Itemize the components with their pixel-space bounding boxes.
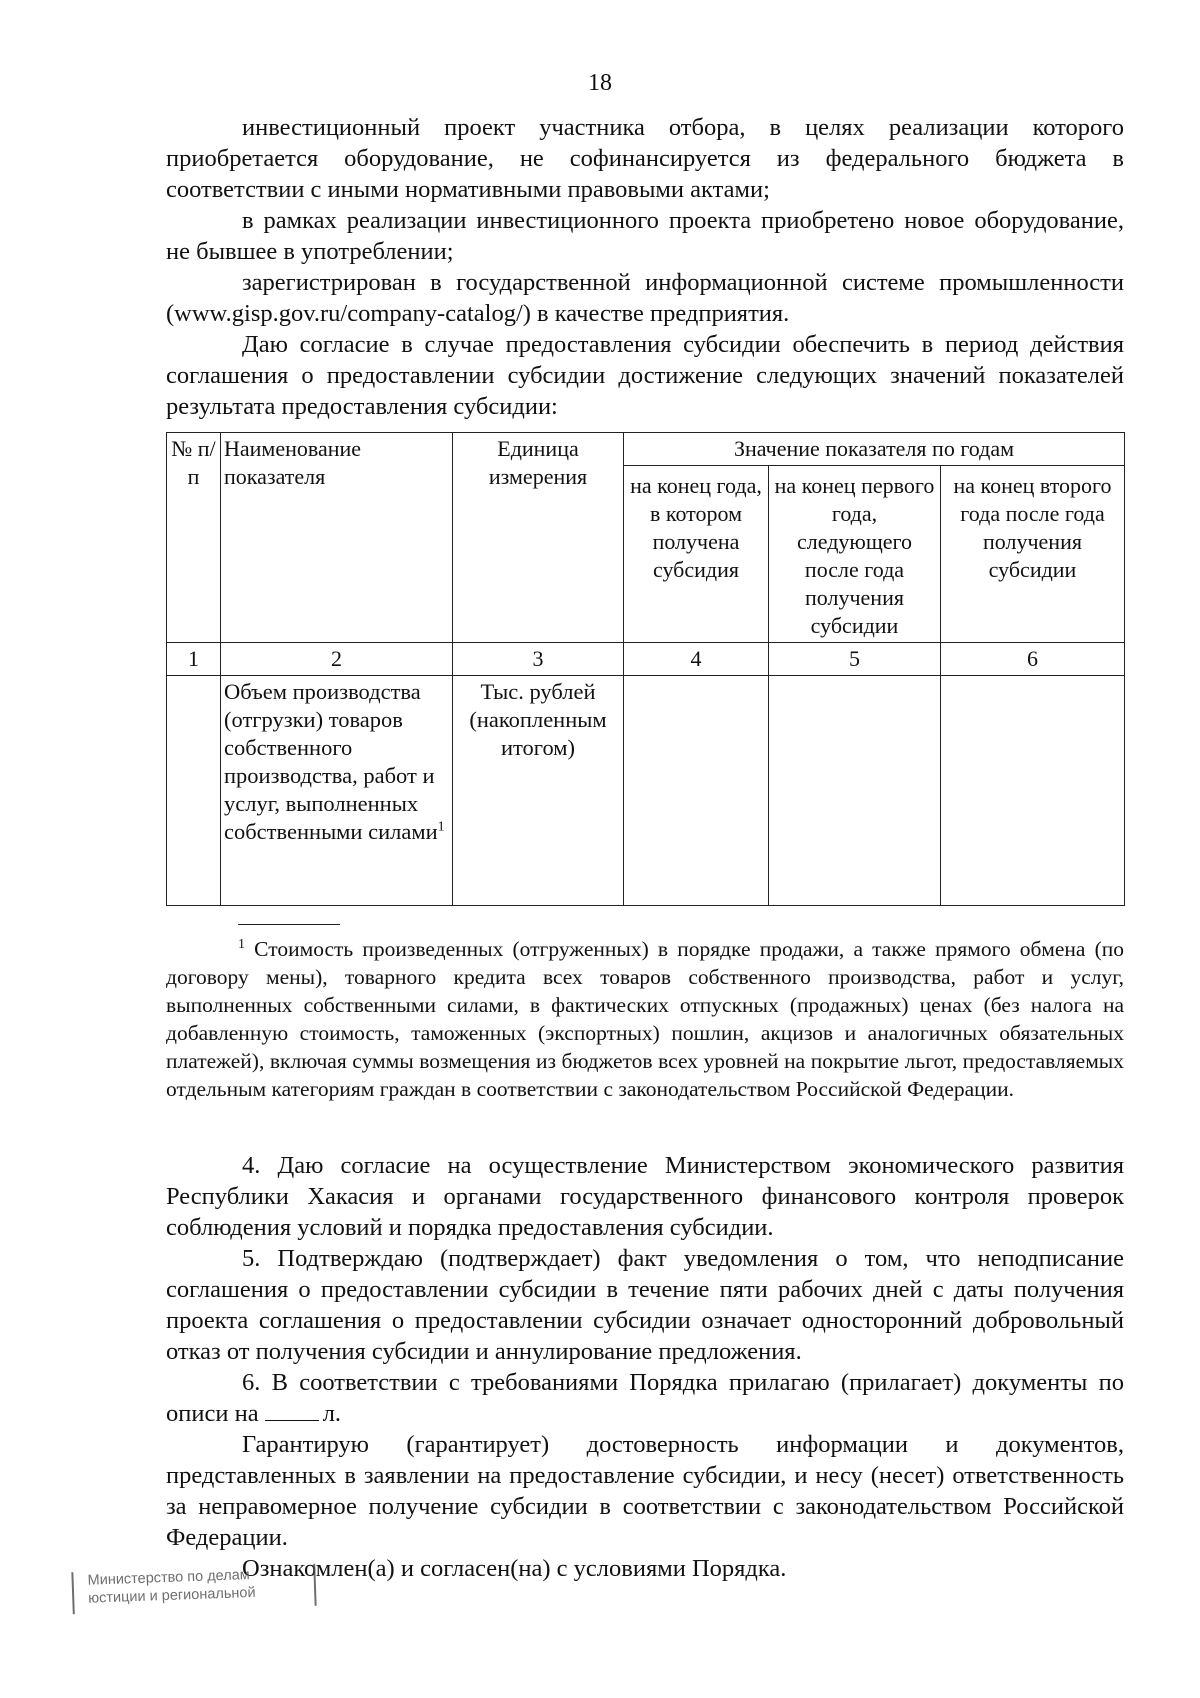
header-year-2: на конец второго года после года получения субсидии [941, 466, 1125, 643]
row-value-year-0 [624, 676, 769, 906]
stamp-line-1: Министерство по делам [87, 1567, 250, 1589]
acknowledgement-paragraph: Ознакомлен(а) и согласен(на) с условиями Порядка. [242, 1555, 787, 1582]
header-num: № п/п [167, 433, 221, 643]
table-header-row [167, 433, 1125, 466]
condition-cofinancing: инвестиционный проект участника отбора, в целях реализации которого приобретается оборудование, не софинансируется из федерального бюджета в соответствии с иными нормативными правовыми актами; [166, 114, 1124, 203]
header-values-group: Значение показателя по годам [624, 433, 1125, 466]
column-numbers-row [167, 643, 1125, 676]
column-number: 2 [221, 643, 453, 676]
column-number: 1 [167, 643, 221, 676]
header-unit: Единица измерения [453, 433, 624, 643]
footnote-text: Стоимость произведенных (отгруженных) в порядке продажи, а также прямого обмена (по договору мены), товарного кредита всех товаров собственного производства, работ и услуг, выполненных собственными силами, в фактических отпускных (продажных) ценах (без налога на добавленную стоимость, таможенных (экспортных) пошлин, акцизов и аналогичных обязательных платежей), включая суммы возмещения из бюджетов всех уровней на покрытие льгот, предоставляемых отдельным категориям граждан в соответствии с законодательством Российской Федерации. [166, 937, 1125, 1101]
guarantee-paragraph: Гарантирую (гарантирует) достоверность информации и документов, представленных в заявлении на предоставление субсидии, и несу (несет) ответственность за неправомерное получение субсидии в соответствии с законодательством Российской Федерации. [166, 1431, 1124, 1551]
column-number: 3 [453, 643, 624, 676]
ministry-stamp [71, 1564, 316, 1614]
row-indicator-name [221, 676, 453, 906]
stamp-line-2: юстиции и региональной [87, 1584, 256, 1607]
row-value-year-1 [769, 676, 941, 906]
column-number: 4 [624, 643, 769, 676]
condition-gisp-registration: зарегистрирован в государственной информационной системе промышленности (www.gisp.gov.ru/company-catalog/) в качестве предприятия. [166, 269, 1124, 327]
condition-new-equipment: в рамках реализации инвестиционного проекта приобретено новое оборудование, не бывшее в употреблении; [166, 207, 1124, 265]
conditions-block [166, 112, 1124, 422]
item-6-paragraph [166, 1367, 1124, 1429]
header-year-1: на конец первого года, следующего после года получения субсидии [769, 466, 941, 643]
row-value-year-2 [941, 676, 1125, 906]
header-name: Наименование показателя [221, 433, 453, 643]
row-unit: Тыс. рублей (накопленным итогом) [453, 676, 624, 906]
column-number: 6 [941, 643, 1125, 676]
column-number: 5 [769, 643, 941, 676]
item-4-paragraph: 4. Даю согласие на осуществление Министерством экономического развития Республики Хакасия и органами государственного финансового контроля проверок соблюдения условий и порядка предоставления субсидии. [166, 1152, 1124, 1241]
pages-count-blank [265, 1400, 319, 1421]
table-row [167, 676, 1125, 906]
footnote-mark: 1 [437, 819, 445, 835]
item-6-suffix: л. [322, 1400, 342, 1427]
row-indicator-text: Объем производства (отгрузки) товаров собственного производства, работ и услуг, выполненных собственными силами [224, 679, 438, 844]
indicators-table [166, 432, 1125, 906]
footnote [166, 935, 1124, 1103]
item-6-text: 6. В соответствии с требованиями Порядка прилагаю (прилагает) документы по описи на [166, 1369, 1124, 1427]
row-num [167, 676, 221, 906]
item-5-paragraph: 5. Подтверждаю (подтверждает) факт уведомления о том, что неподписание соглашения о предоставлении субсидии в течение пяти рабочих дней с даты получения проекта соглашения о предоставлении субсидии означает односторонний добровольный отказ от получения субсидии и аннулирование предложения. [166, 1245, 1124, 1365]
items-block [166, 1150, 1124, 1584]
header-year-0: на конец года, в котором получена субсидия [624, 466, 769, 643]
consent-indicators-paragraph: Даю согласие в случае предоставления субсидии обеспечить в период действия соглашения о предоставлении субсидии достижение следующих значений показателей результата предоставления субсидии: [166, 331, 1124, 420]
footnote-separator [238, 924, 340, 925]
footnote-number: 1 [238, 936, 245, 952]
page-number: 18 [588, 70, 612, 96]
